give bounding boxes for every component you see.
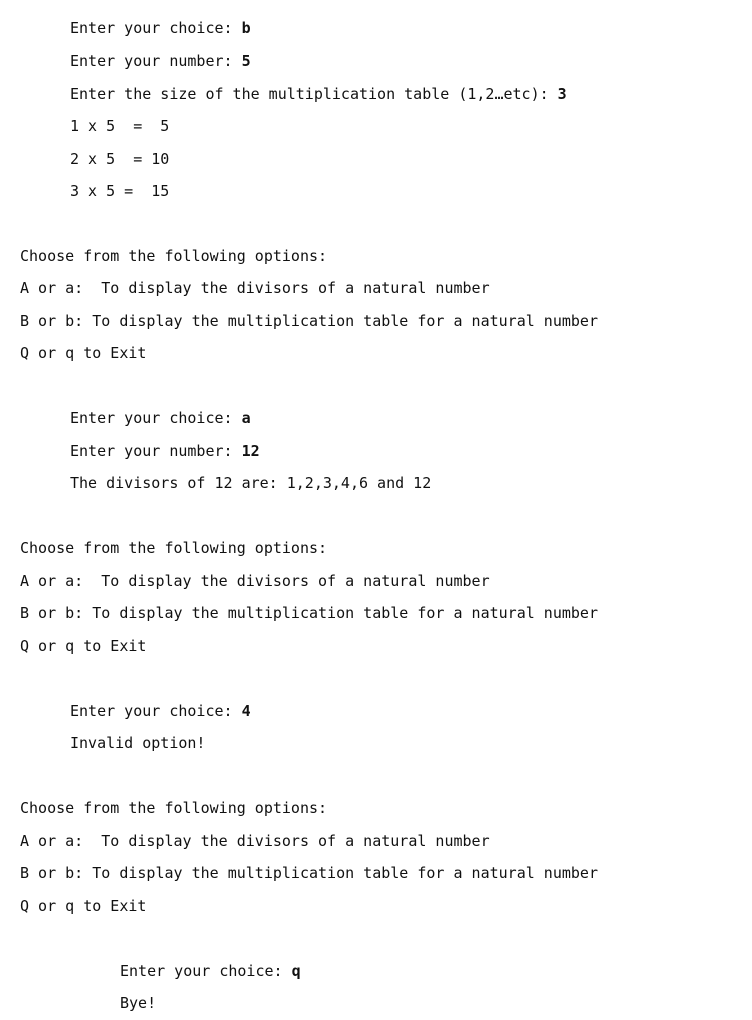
size-value: 3	[557, 85, 567, 103]
table-row: 1 x 5 = 5	[70, 117, 170, 135]
choice-prompt: Enter your choice:	[70, 19, 242, 37]
choice-value: a	[241, 409, 251, 427]
menu-option-b: B or b: To display the multiplication table for a natural number	[20, 604, 598, 622]
choice-value: 4	[241, 702, 251, 720]
number-prompt: Enter your number:	[70, 52, 242, 70]
number-value: 5	[241, 52, 251, 70]
number-prompt: Enter your number:	[70, 442, 242, 460]
menu-option-b: B or b: To display the multiplication table for a natural number	[20, 864, 598, 882]
choice-prompt: Enter your choice:	[120, 962, 292, 980]
size-prompt: Enter the size of the multiplication table (1,2…etc):	[70, 85, 558, 103]
choice-prompt-line	[120, 961, 301, 981]
choice-prompt: Enter your choice:	[70, 702, 242, 720]
bye-message: Bye!	[120, 994, 157, 1012]
choice-value: q	[291, 962, 301, 980]
table-row: 2 x 5 = 10	[70, 150, 170, 168]
menu-option-a: A or a: To display the divisors of a natural number	[20, 832, 490, 850]
menu-option-q: Q or q to Exit	[20, 344, 147, 362]
menu-option-a: A or a: To display the divisors of a natural number	[20, 572, 490, 590]
invalid-option-message: Invalid option!	[70, 734, 206, 752]
divisors-result: The divisors of 12 are: 1,2,3,4,6 and 12	[70, 474, 432, 492]
menu-option-q: Q or q to Exit	[20, 897, 147, 915]
choice-prompt: Enter your choice:	[70, 409, 242, 427]
size-prompt-line	[70, 84, 567, 104]
menu-title: Choose from the following options:	[20, 799, 328, 817]
choice-prompt-line	[70, 701, 251, 721]
number-prompt-line	[70, 441, 260, 461]
menu-title: Choose from the following options:	[20, 539, 328, 557]
choice-prompt-line	[70, 18, 251, 38]
choice-value: b	[241, 19, 251, 37]
number-value: 12	[241, 442, 260, 460]
table-row: 3 x 5 = 15	[70, 182, 170, 200]
menu-title: Choose from the following options:	[20, 247, 328, 265]
number-prompt-line	[70, 51, 251, 71]
menu-option-a: A or a: To display the divisors of a natural number	[20, 279, 490, 297]
menu-option-b: B or b: To display the multiplication table for a natural number	[20, 312, 598, 330]
choice-prompt-line	[70, 408, 251, 428]
menu-option-q: Q or q to Exit	[20, 637, 147, 655]
